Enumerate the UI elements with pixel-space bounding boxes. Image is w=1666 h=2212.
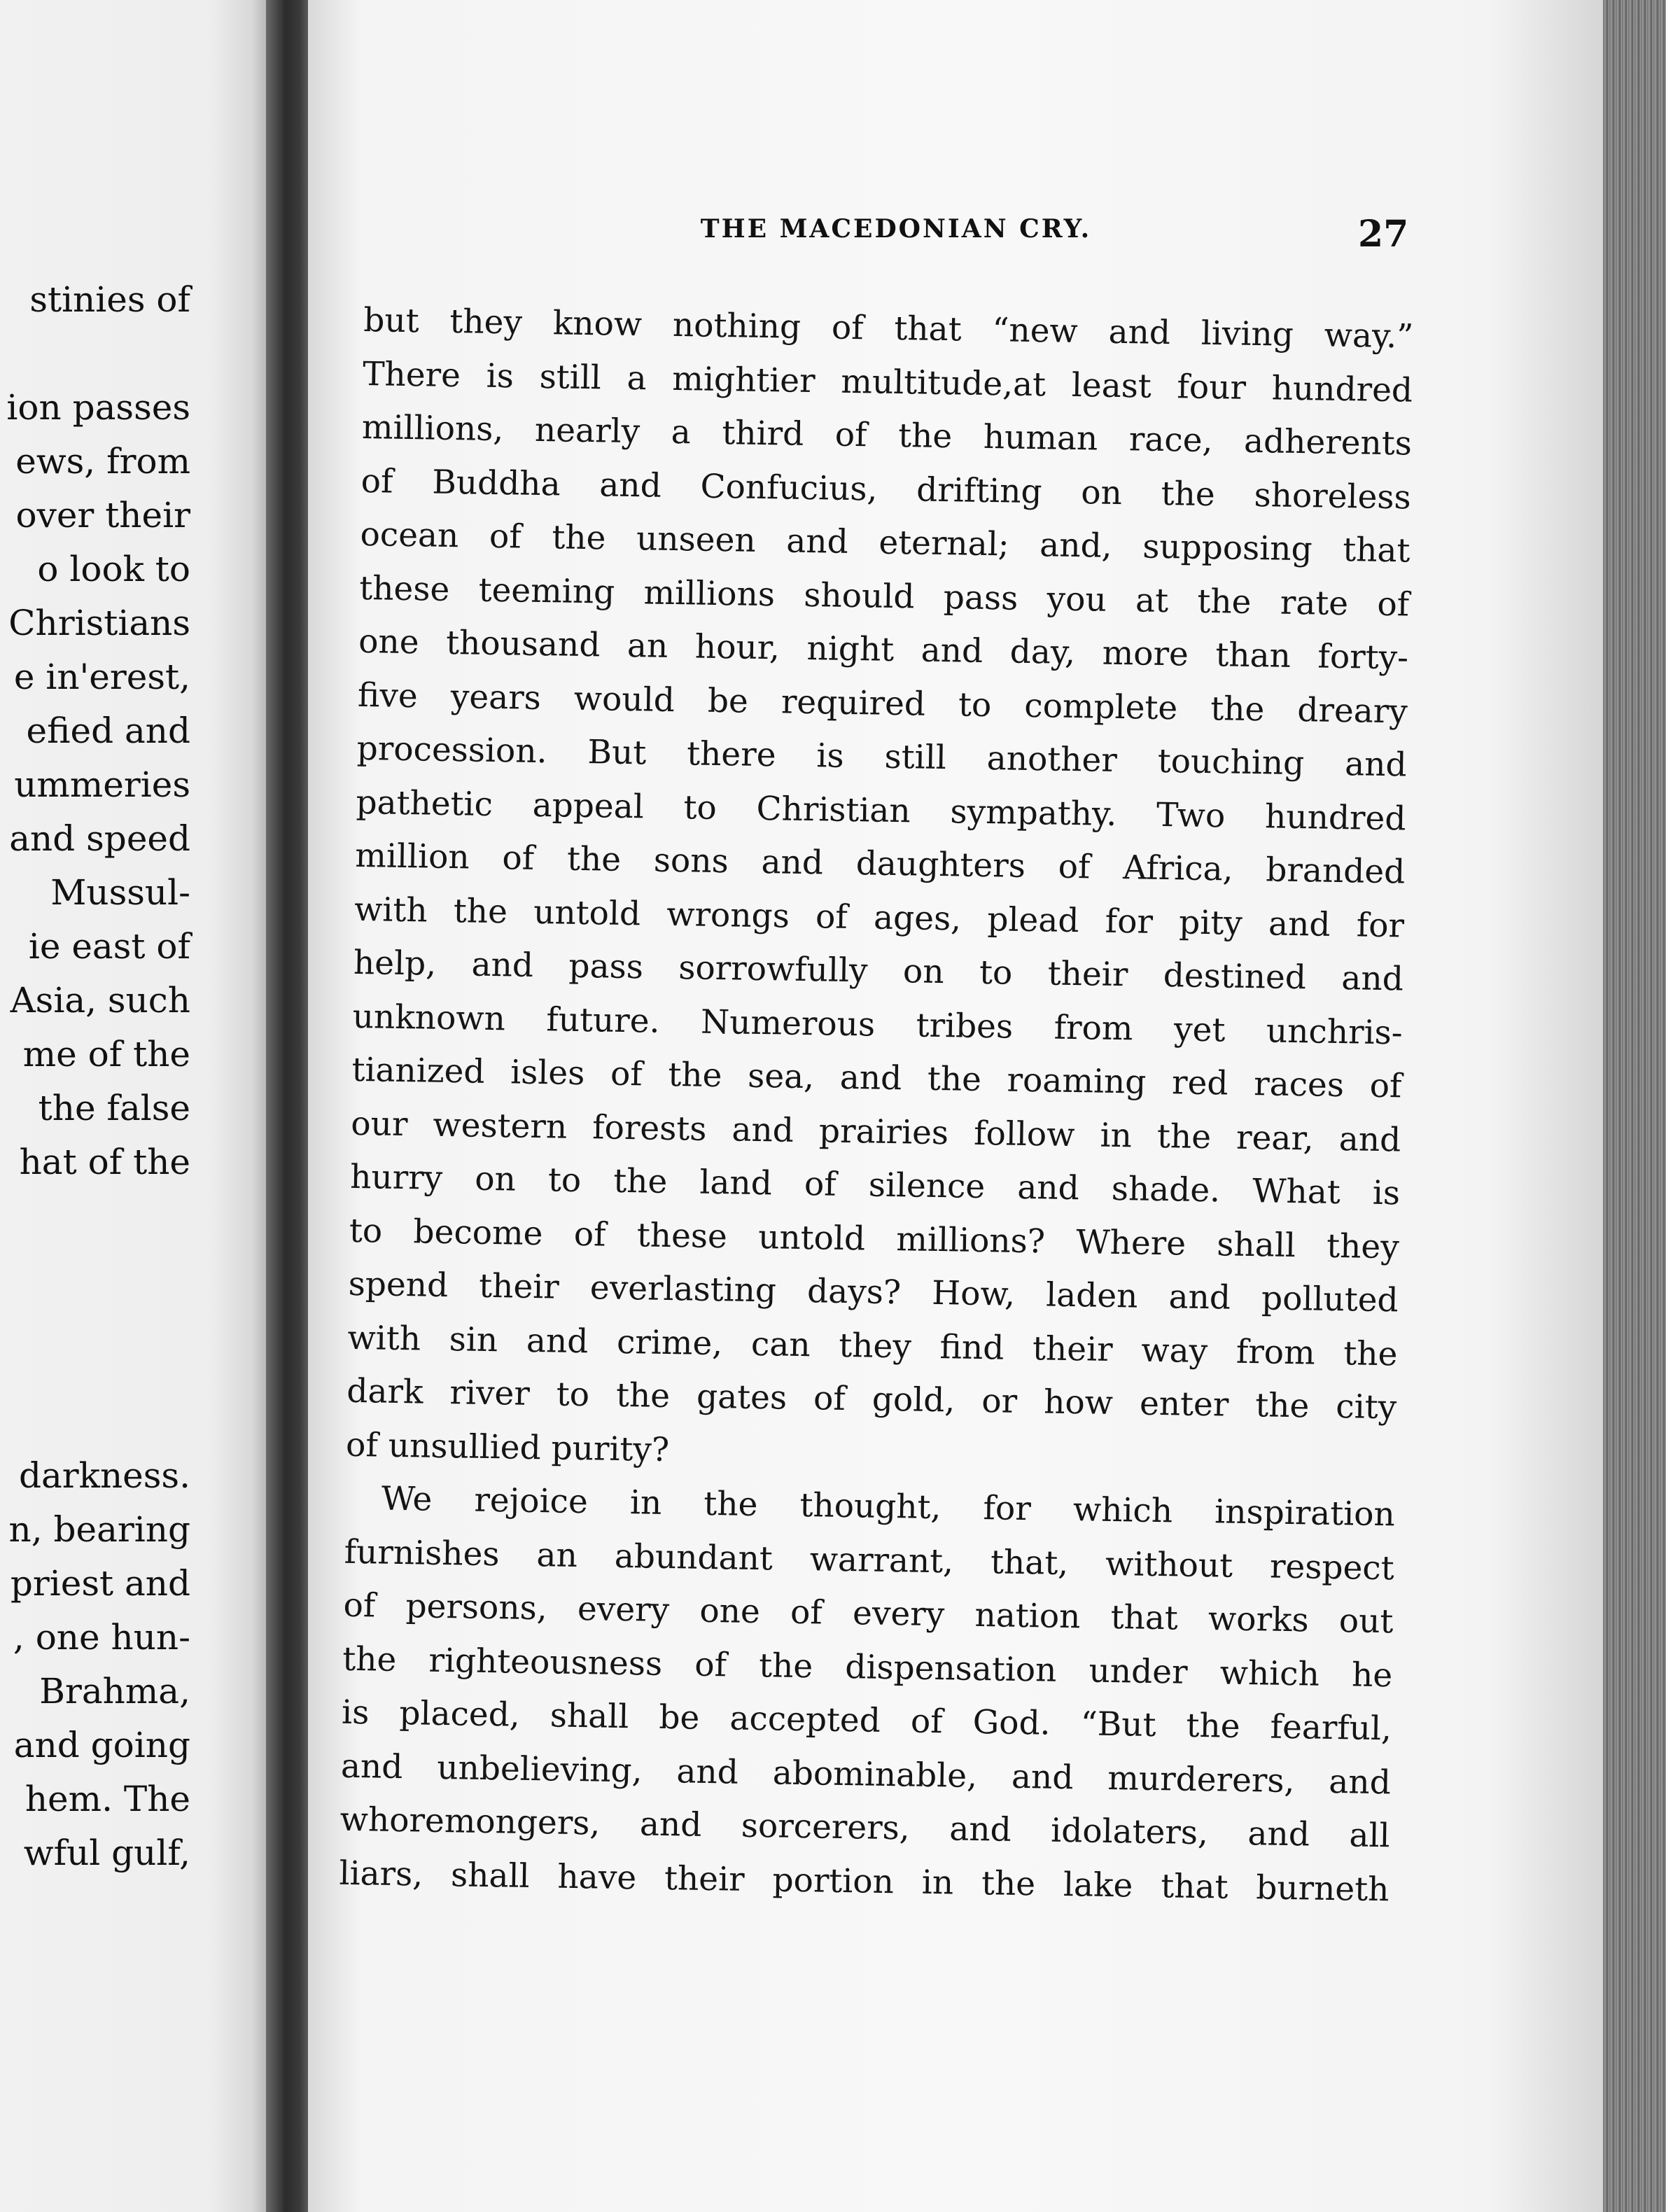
- previous-page-line: o look to: [37, 549, 190, 589]
- text-line: of Buddha and Confucius, drifting on the shoreless: [360, 461, 1412, 517]
- previous-page-line: [0, 327, 190, 381]
- running-title: THE MACEDONIAN CRY.: [700, 214, 1092, 244]
- previous-page-line: and going: [13, 1725, 190, 1765]
- previous-page-line: , one hun-: [13, 1617, 190, 1658]
- text-line: liars, shall have their portion in the lake that burneth: [339, 1854, 1390, 1909]
- previous-page-line: and speed: [9, 818, 190, 859]
- text-line: millions, nearly a third of the human race, adherents: [361, 407, 1413, 463]
- running-head: [371, 210, 1421, 252]
- previous-page-line: Brahma,: [39, 1671, 190, 1712]
- text-line: tianized isles of the sea, and the roaming red races of: [351, 1050, 1402, 1106]
- previous-page-line: ews, from: [15, 441, 190, 482]
- text-line: and unbelieving, and abominable, and murderers, and: [340, 1746, 1392, 1802]
- text-line: five years would be required to complete the dreary: [357, 676, 1408, 731]
- text-line: but they know nothing of that “new and living way.”: [363, 300, 1414, 356]
- text-line: our western forests and prairies follow in the rear, and: [350, 1104, 1401, 1159]
- text-line: these teeming millions should pass you at the rate of: [358, 568, 1410, 624]
- text-line: procession. But there is still another touching and: [356, 729, 1408, 785]
- previous-page-lower-lines: [0, 1449, 190, 1880]
- previous-page-line: Christians: [8, 603, 190, 643]
- previous-page-fragment: [0, 0, 280, 2212]
- text-line: dark river to the gates of gold, or how enter the city: [346, 1371, 1397, 1427]
- text-line: ocean of the unseen and eternal; and, supposing that: [360, 514, 1410, 570]
- previous-page-line: priest and: [10, 1563, 190, 1604]
- text-line: pathetic appeal to Christian sympathy. Two hundred: [356, 783, 1406, 838]
- previous-page-line: hem. The: [24, 1779, 190, 1819]
- text-line: of persons, every one of every nation that works out: [343, 1586, 1394, 1642]
- text-line: help, and pass sorrowfully on to their destined and: [353, 943, 1404, 999]
- page-number: 27: [1358, 213, 1409, 255]
- text-line: hurry on to the land of silence and shade. What is: [349, 1157, 1401, 1213]
- previous-page-line: darkness.: [18, 1455, 190, 1496]
- previous-page-line: the false: [38, 1088, 190, 1128]
- previous-page-line: ion passes: [6, 387, 190, 428]
- text-line: There is still a mightier multitude,at least four hundred: [362, 354, 1413, 410]
- previous-page-line: ummeries: [14, 764, 190, 805]
- previous-page-line: stinies of: [29, 279, 190, 320]
- previous-page-line: hat of the: [19, 1142, 190, 1182]
- previous-page-line: n, bearing: [8, 1509, 190, 1550]
- previous-page-upper-lines: [0, 273, 190, 1189]
- text-line: spend their everlasting days? How, laden and polluted: [348, 1264, 1399, 1320]
- previous-page-line: Mussul-: [50, 872, 190, 913]
- text-line: We rejoice in the thought, for which inspiration: [381, 1479, 1396, 1534]
- page-edges: [1603, 0, 1666, 2212]
- text-line: with sin and crime, can they find their way from the: [347, 1318, 1398, 1373]
- previous-page-line: wful gulf,: [23, 1833, 190, 1873]
- page-body: [339, 294, 1414, 1917]
- text-line: to become of these untold millions? Where shall they: [349, 1211, 1400, 1266]
- text-line: with the untold wrongs of ages, plead for pity and for: [354, 890, 1405, 945]
- text-line: furnishes an abundant warrant, that, without respect: [344, 1532, 1395, 1588]
- text-line: one thousand an hour, night and day, more than forty-: [358, 622, 1409, 678]
- text-line: of unsullied purity?: [345, 1425, 670, 1469]
- previous-page-line: e in'erest,: [13, 657, 190, 697]
- previous-page-line: Asia, such: [10, 980, 190, 1021]
- text-line: whoremongers, and sorcerers, and idolaters, and all: [340, 1800, 1391, 1856]
- text-line: unknown future. Numerous tribes from yet unchris-: [352, 997, 1404, 1052]
- previous-page-line: over their: [15, 495, 190, 536]
- text-line: is placed, shall be accepted of God. “But the fearful,: [341, 1693, 1392, 1749]
- previous-page-line: efied and: [26, 710, 190, 751]
- previous-page-line: me of the: [22, 1034, 190, 1074]
- text-line: the righteousness of the dispensation under which he: [342, 1639, 1393, 1695]
- previous-page-line: ie east of: [28, 926, 190, 967]
- text-line: million of the sons and daughters of Africa, branded: [354, 836, 1406, 892]
